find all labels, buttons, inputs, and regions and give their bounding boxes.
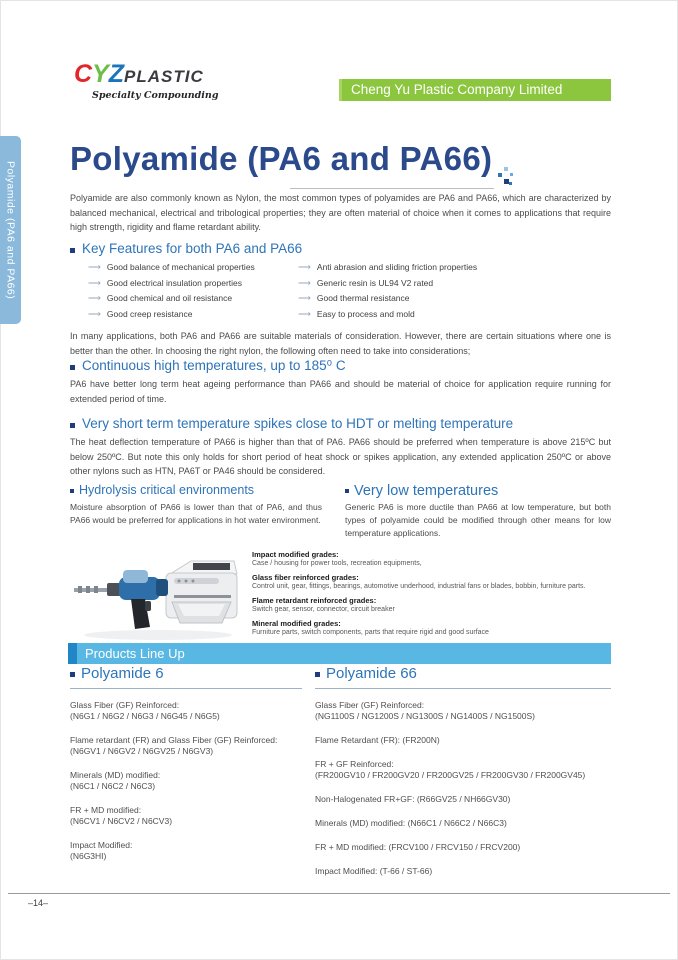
product-item bbox=[315, 700, 615, 722]
feature-label: Good balance of mechanical properties bbox=[106, 262, 255, 272]
banner-accent bbox=[68, 643, 77, 664]
feature-label: Good electrical insulation properties bbox=[106, 277, 243, 288]
feature-item bbox=[298, 276, 528, 292]
grades-list bbox=[252, 551, 614, 643]
key-features-left-column bbox=[88, 260, 293, 322]
temp-spikes-body: The heat deflection temperature of PA66 is higher than that of PA6. PA66 should be preferred when temperature is above 215ºC but below 250ºC. But note this only holds for short period of heat shock or spikes application, any extended application 250ºC or above other nylons such as HTN, PA6T or PA46 should be considered. bbox=[70, 437, 611, 476]
arrow-icon: ⟶ bbox=[88, 277, 101, 288]
pixel-decoration-icon bbox=[498, 166, 518, 188]
arrow-icon: ⟶ bbox=[88, 293, 101, 303]
hydrolysis-body: Moisture absorption of PA66 is lower than that of PA6, and thus PA66 would be preferred for applications in hot water environment. bbox=[70, 502, 322, 525]
grade-item bbox=[252, 551, 614, 568]
product-item bbox=[315, 866, 615, 877]
product-label: FR + MD modified: bbox=[70, 805, 142, 815]
arrow-icon: ⟶ bbox=[88, 308, 101, 319]
low-temp-heading: Very low temperatures bbox=[345, 483, 498, 499]
intro-paragraph: Polyamide are also commonly known as Nylon, the most common types of polyamides are PA6 and PA66, which are characterized by balanced mechanical, electrical and tribological properties; they are often material of choice when it comes to applications that require high strength, rigidity and flame retardant ability. bbox=[70, 193, 611, 232]
polyamide66-product-list bbox=[315, 700, 615, 890]
hydrolysis-heading: Hydrolysis critical environments bbox=[70, 483, 254, 497]
grade-item bbox=[252, 620, 614, 637]
grade-title: Glass fiber reinforced grades: bbox=[252, 573, 359, 582]
feature-label: Generic resin is UL94 V2 rated bbox=[316, 277, 434, 288]
product-codes: (N6G1 / N6G2 / N6G3 / N6G45 / N6G5) bbox=[70, 711, 220, 721]
feature-item bbox=[298, 307, 528, 323]
arrow-icon: ⟶ bbox=[298, 293, 311, 303]
feature-item bbox=[298, 291, 528, 307]
product-item bbox=[70, 700, 310, 722]
key-features-right-column bbox=[298, 260, 528, 322]
grade-title: Mineral modified grades: bbox=[252, 619, 341, 628]
product-label: Minerals (MD) modified: bbox=[70, 770, 161, 780]
grade-item bbox=[252, 597, 614, 614]
logo-letter-c: C bbox=[74, 60, 93, 88]
product-label: Glass Fiber (GF) Reinforced: bbox=[70, 700, 180, 710]
grade-desc: Furniture parts, switch components, parts that require rigid and good surface bbox=[252, 628, 489, 636]
grade-desc: Case / housing for power tools, recreation equipments, bbox=[252, 559, 422, 567]
product-label: Flame retardant (FR) and Glass Fiber (GF) Reinforced: bbox=[70, 735, 278, 745]
grade-title: Flame retardant reinforced grades: bbox=[252, 596, 377, 605]
bullet-icon bbox=[70, 423, 75, 428]
feature-label: Good chemical and oil resistance bbox=[106, 293, 233, 303]
page-number: –14– bbox=[28, 898, 49, 908]
high-temp-body: PA6 have better long term heat ageing performance than PA66 and should be material of choice for application require running for extended period of time. bbox=[70, 379, 611, 404]
page-title: Polyamide (PA6 and PA66) bbox=[70, 140, 493, 177]
key-features-heading: Key Features for both PA6 and PA66 bbox=[70, 241, 302, 256]
company-logo bbox=[74, 60, 218, 101]
sidebar-tab-label: Polyamide (PA6 and PA66) bbox=[4, 160, 17, 300]
feature-label: Good creep resistance bbox=[106, 308, 193, 319]
grade-title: Impact modified grades: bbox=[252, 550, 339, 559]
product-codes: (N6C1 / N6C2 / N6C3) bbox=[70, 781, 156, 791]
grade-item bbox=[252, 574, 614, 591]
arrow-icon: ⟶ bbox=[298, 262, 311, 272]
logo-word-plastic: PLASTIC bbox=[124, 67, 204, 86]
title-underline bbox=[290, 188, 494, 189]
logo-letter-y: Y bbox=[92, 60, 109, 88]
logo-tagline: Specialty Compounding bbox=[92, 90, 219, 101]
logo-letter-z: Z bbox=[108, 60, 125, 88]
temp-spikes-heading: Very short term temperature spikes close to HDT or melting temperature bbox=[70, 416, 513, 431]
product-item bbox=[70, 770, 310, 792]
column-underline bbox=[315, 688, 611, 689]
high-temp-heading: Continuous high temperatures, up to 185⁰ C bbox=[70, 358, 346, 374]
considerations-paragraph: In many applications, both PA6 and PA66 are suitable materials of consideration. However, there are certain situations where one is better than the other. In choosing the right nylon, the following often need to take into considerations; bbox=[70, 331, 611, 356]
feature-item bbox=[88, 307, 293, 323]
bullet-icon bbox=[315, 672, 320, 677]
grade-desc: Switch gear, sensor, connector, circuit breaker bbox=[252, 605, 395, 613]
bullet-icon bbox=[345, 489, 349, 493]
polyamide6-product-list bbox=[70, 700, 310, 875]
company-name-banner: Cheng Yu Plastic Company Limited bbox=[339, 79, 611, 101]
product-codes: (NG1100S / NG1200S / NG1300S / NG1400S / NG1500S) bbox=[315, 711, 536, 721]
product-item bbox=[315, 735, 615, 746]
product-label: Flame Retardant (FR): (FR200N) bbox=[315, 735, 440, 745]
product-label: FR + GF Reinforced: bbox=[315, 759, 394, 769]
bullet-icon bbox=[70, 248, 75, 253]
products-line-up-banner: Products Line Up bbox=[68, 643, 611, 664]
drill-printer-image bbox=[70, 547, 244, 643]
product-label: Glass Fiber (GF) Reinforced: bbox=[315, 700, 425, 710]
feature-label: Easy to process and mold bbox=[316, 308, 415, 319]
sidebar-tab-polyamide bbox=[0, 136, 21, 324]
footer-divider bbox=[8, 893, 670, 894]
product-item bbox=[70, 735, 310, 757]
arrow-icon: ⟶ bbox=[298, 277, 311, 288]
feature-item bbox=[88, 276, 293, 292]
product-codes: (N6GV1 / N6GV2 / N6GV25 / N6GV3) bbox=[70, 746, 214, 756]
product-label: Minerals (MD) modified: (N66C1 / N66C2 / N66C3) bbox=[315, 818, 507, 828]
product-label: Impact Modified: (T-66 / ST-66) bbox=[315, 866, 433, 876]
feature-label: Good thermal resistance bbox=[316, 293, 410, 303]
feature-item bbox=[88, 291, 293, 307]
product-item bbox=[315, 842, 615, 853]
bullet-icon bbox=[70, 489, 74, 493]
low-temp-body: Generic PA6 is more ductile than PA66 at low temperature, but both types of polyamide could be modified through other means for low temperature applications. bbox=[345, 502, 611, 538]
product-item bbox=[315, 794, 615, 805]
product-item bbox=[70, 805, 310, 827]
arrow-icon: ⟶ bbox=[298, 308, 311, 319]
feature-item bbox=[88, 260, 293, 276]
product-item bbox=[315, 818, 615, 829]
product-label: Impact Modified: bbox=[70, 840, 133, 850]
product-codes: (N6G3HI) bbox=[70, 851, 107, 861]
polyamide6-heading: Polyamide 6 bbox=[70, 665, 164, 682]
product-label: FR + MD modified: (FRCV100 / FRCV150 / FRCV200) bbox=[315, 842, 521, 852]
feature-label: Anti abrasion and sliding friction properties bbox=[316, 262, 478, 272]
bullet-icon bbox=[70, 672, 75, 677]
bullet-icon bbox=[70, 365, 75, 370]
product-item bbox=[70, 840, 310, 862]
arrow-icon: ⟶ bbox=[88, 262, 101, 272]
product-item bbox=[315, 759, 615, 781]
feature-item bbox=[298, 260, 528, 276]
logo-wordmark bbox=[74, 60, 218, 89]
product-codes: (FR200GV10 / FR200GV20 / FR200GV25 / FR200GV30 / FR200GV45) bbox=[315, 770, 586, 780]
grade-desc: Control unit, gear, fittings, bearings, automotive underhood, industrial fans or blades, bobbin, furniture parts. bbox=[252, 582, 586, 590]
column-underline bbox=[70, 688, 302, 689]
product-label: Non-Halogenated FR+GF: (R66GV25 / NH66GV30) bbox=[315, 794, 511, 804]
product-codes: (N6CV1 / N6CV2 / N6CV3) bbox=[70, 816, 173, 826]
polyamide66-heading: Polyamide 66 bbox=[315, 665, 417, 682]
